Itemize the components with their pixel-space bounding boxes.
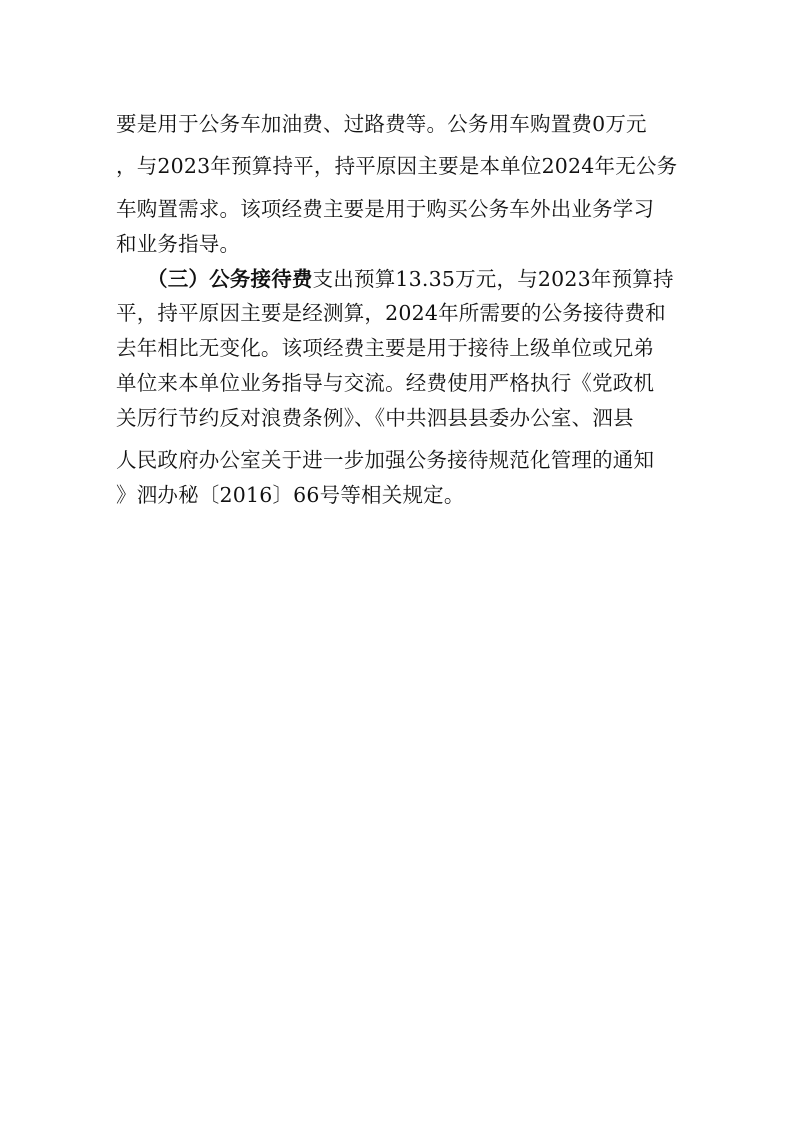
heading-line-text: 支出预算13.35万元，与2023年预算持 bbox=[312, 267, 674, 291]
text-line: 》泗办秘〔2016〕66号等相关规定。 bbox=[116, 483, 465, 507]
text-line: ，与2023年预算持平，持平原因主要是本单位2024年无公务 bbox=[116, 154, 678, 178]
text-line: 平，持平原因主要是经测算，2024年所需要的公务接待费和 bbox=[116, 301, 666, 325]
text-line bbox=[147, 262, 687, 296]
text-line: 人民政府办公室关于进一步加强公务接待规范化管理的通知 bbox=[116, 448, 655, 472]
text-line: 和业务指导。 bbox=[116, 232, 241, 256]
section-heading: （三）公务接待费 bbox=[147, 267, 313, 291]
text-line: 要是用于公务车加油费、过路费等。公务用车购置费0万元 bbox=[116, 112, 647, 136]
text-line: 单位来本单位业务指导与交流。经费使用严格执行《党政机 bbox=[116, 371, 655, 395]
text-line: 关厉行节约反对浪费条例》、《中共泗县县委办公室、泗县 bbox=[116, 406, 634, 430]
text-line: 去年相比无变化。该项经费主要是用于接待上级单位或兄弟 bbox=[116, 336, 655, 360]
text-line: 车购置需求。该项经费主要是用于购买公务车外出业务学习 bbox=[116, 197, 655, 221]
